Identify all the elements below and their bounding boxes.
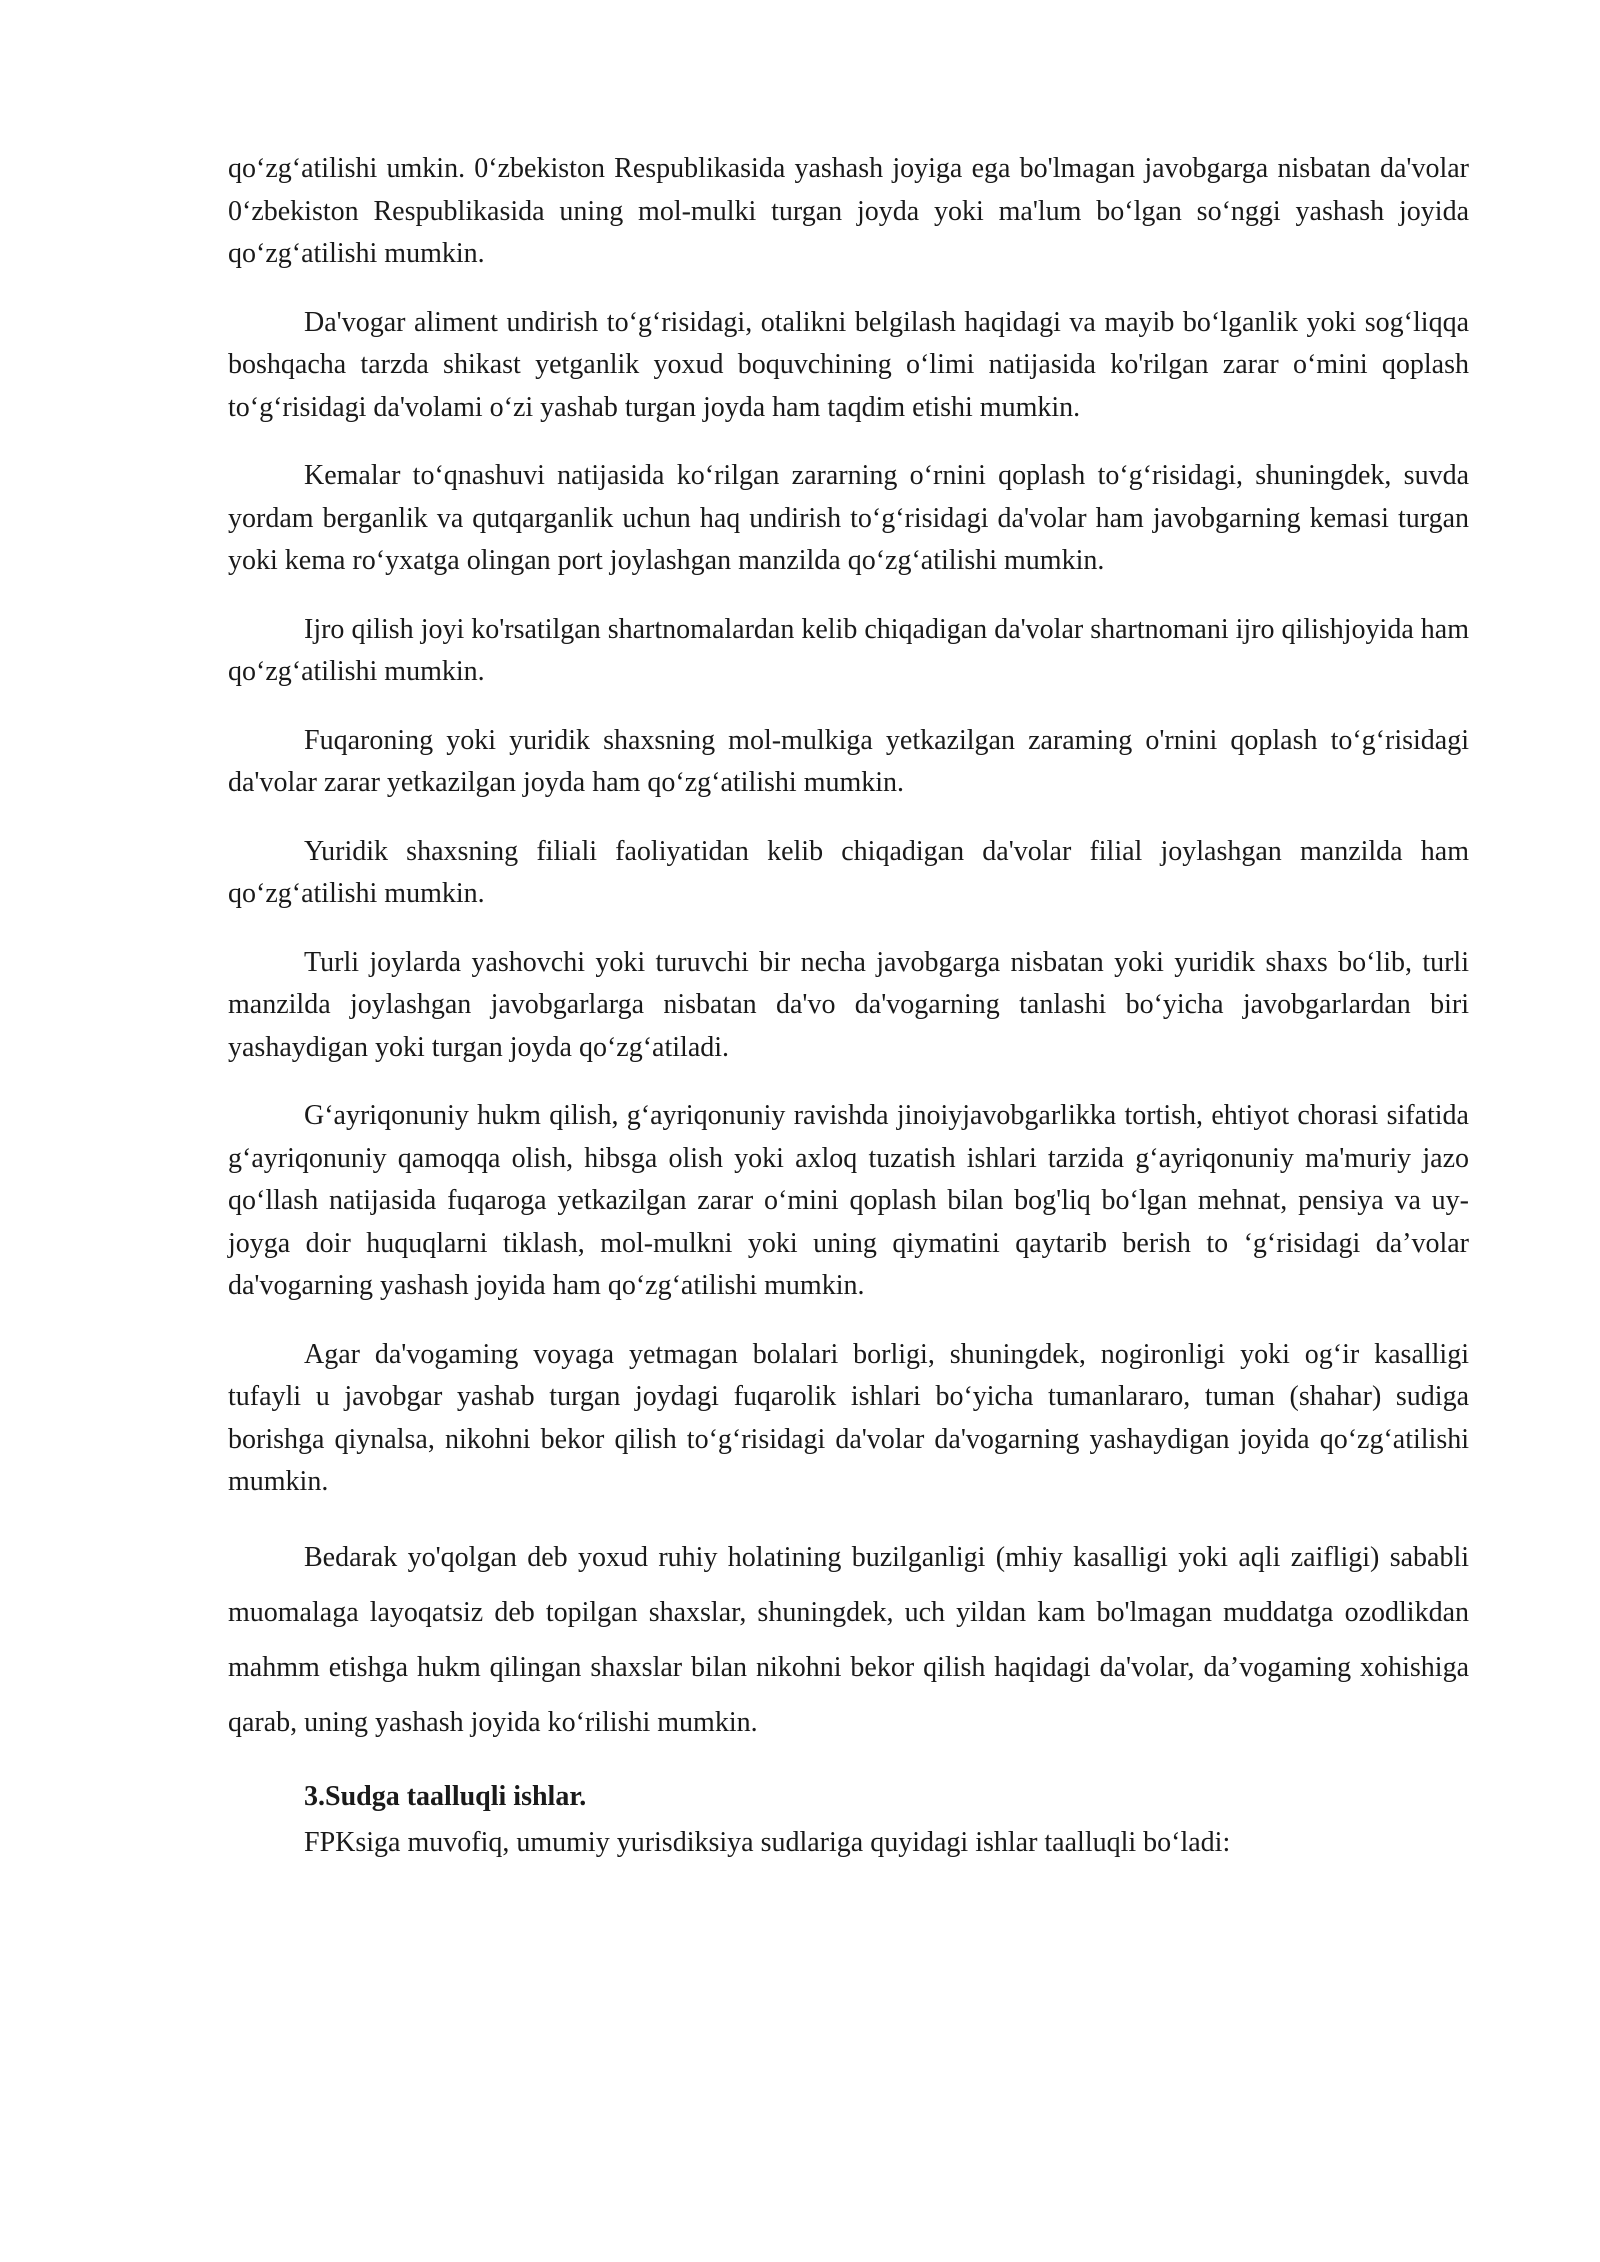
paragraph-1: qo‘zg‘atilishi umkin. 0‘zbekiston Respublikasida yashash joyiga ega bo'lmagan javobgarga nisbatan da'volar 0‘zbekiston Respublikasida uning mol-mulki turgan joyda yoki ma'lum bo‘lgan so‘nggi yashash joyida qo‘zg‘atilishi mumkin.: [228, 153, 1469, 269]
section-heading: 3.Sudga taalluqli ishlar.: [304, 1780, 587, 1812]
paragraph-6: Yuridik shaxsning filiali faoliyatidan kelib chiqadigan da'volar filial joylashgan manzilda ham qo‘zg‘atilishi mumkin.: [228, 835, 1469, 909]
paragraph-4: Ijro qilish joyi ko'rsatilgan shartnomalardan kelib chiqadigan da'volar shartnomani ijro qilishjoyida ham qo‘zg‘atilishi mumkin.: [228, 613, 1469, 687]
closing-paragraph: FPKsiga muvofiq, umumiy yurisdiksiya sudlariga quyidagi ishlar taalluqli bo‘ladi:: [304, 1827, 1231, 1858]
document-page: [228, 148, 1469, 1865]
paragraph-2: Da'vogar aliment undirish to‘g‘risidagi, otalikni belgilash haqidagi va mayib bo‘lganlik yoki sog‘liqqa boshqacha tarzda shikast yetganlik yoxud boquvchining o‘limi natijasida ko'rilgan zarar o‘mini qoplash to‘g‘risidagi da'volami o‘zi yashab turgan joyda ham taqdim etishi mumkin.: [228, 306, 1469, 423]
paragraph-10: Bedarak yo'qolgan deb yoxud ruhiy holatining buzilganligi (mhiy kasalligi yoki aqli zaifligi) sababli muomalaga layoqatsiz deb topilgan shaxslar, shuningdek, uch yildan kam bo'lmagan muddatga ozodlikdan mahmm etishga hukm qilingan shaxslar bilan nikohni bekor qilish haqidagi da'volar, da’vogaming xohishiga qarab, uning yashash joyida ko‘rilishi mumkin.: [228, 1541, 1469, 1738]
paragraph-3: Kemalar to‘qnashuvi natijasida ko‘rilgan zararning o‘rnini qoplash to‘g‘risidagi, shuningdek, suvda yordam berganlik va qutqarganlik uchun haq undirish to‘g‘risidagi da'volar ham javobgarning kemasi turgan yoki kema ro‘yxatga olingan port joylashgan manzilda qo‘zg‘atilishi mumkin.: [228, 460, 1469, 576]
paragraph-9: Agar da'vogaming voyaga yetmagan bolalari borligi, shuningdek, nogironligi yoki og‘ir kasalligi tufayli u javobgar yashab turgan joydagi fuqarolik ishlari bo‘yicha tumanlararo, tuman (shahar) sudiga borishga qiynalsa, nikohni bekor qilish to‘g‘risidagi da'volar da'vogarning yashaydigan joyida qo‘zg‘atilishi mumkin.: [228, 1338, 1469, 1497]
paragraph-7: Turli joylarda yashovchi yoki turuvchi bir necha javobgarga nisbatan yoki yuridik shaxs bo‘lib, turli manzilda joylashgan javobgarlarga nisbatan da'vo da'vogarning tanlashi bo‘yicha javobgarlardan biri yashaydigan yoki turgan joyda qo‘zg‘atiladi.: [228, 946, 1469, 1063]
paragraph-8: G‘ayriqonuniy hukm qilish, g‘ayriqonuniy ravishda jinoiyjavobgarlikka tortish, ehtiyot chorasi sifatida g‘ayriqonuniy qamoqqa olish, hibsga olish yoki axloq tuzatish ishlari tarzida g‘ayriqonuniy ma'muriy jazo qo‘llash natijasida fuqaroga yetkazilgan zarar o‘mini qoplash bilan bog'liq bo‘lgan mehnat, pensiya va uy-joyga doir huquqlarni tiklash, mol-mulkni yoki uning qiymatini qaytarib berish to ‘g‘risidagi da’volar da'vogarning yashash joyida ham qo‘zg‘atilishi mumkin.: [228, 1100, 1469, 1301]
paragraph-5: Fuqaroning yoki yuridik shaxsning mol-mulkiga yetkazilgan zaraming o'rnini qoplash to‘g‘risidagi da'volar zarar yetkazilgan joyda ham qo‘zg‘atilishi mumkin.: [228, 724, 1469, 798]
